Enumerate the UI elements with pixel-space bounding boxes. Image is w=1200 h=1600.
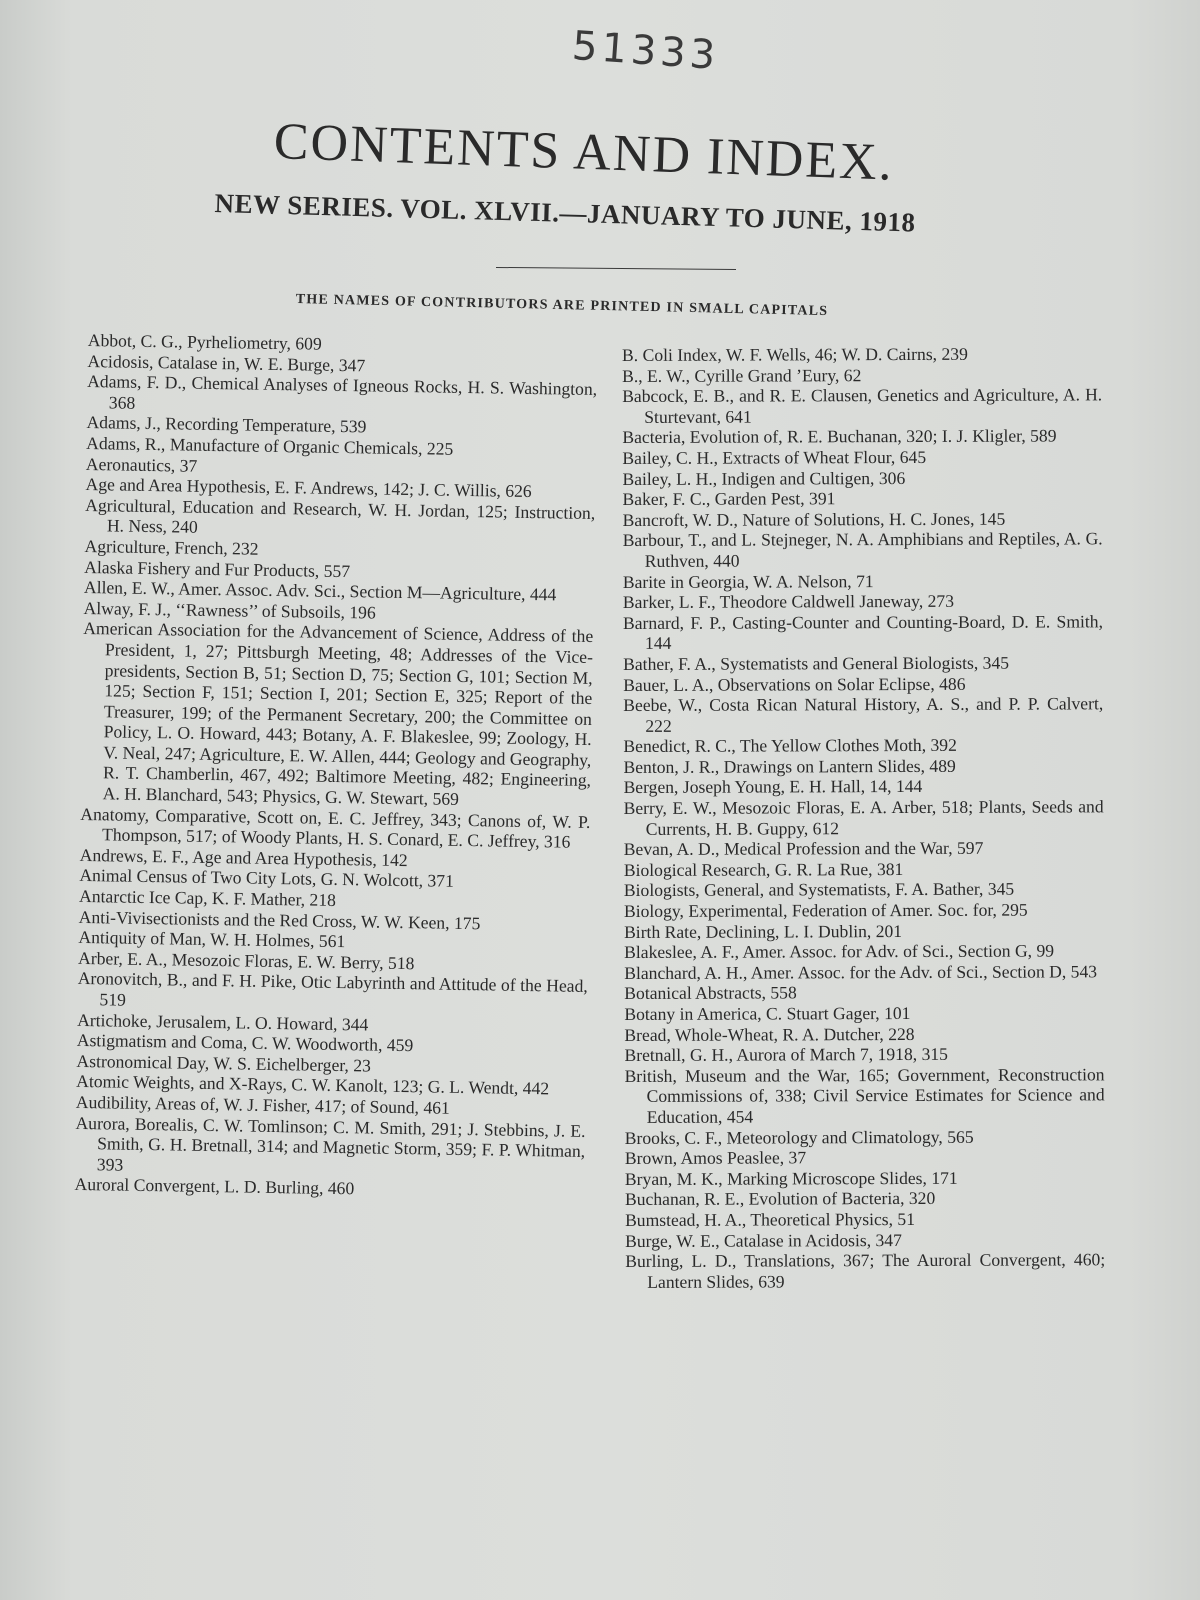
index-entry: Blanchard, A. H., Amer. Assoc. for the Adv. of Sci., Section D, 543 (624, 961, 1098, 983)
index-entry: Agriculture, French, 232 (84, 535, 259, 559)
index-entry: Antiquity of Man, W. H. Holmes, 561 (78, 927, 346, 952)
contributors-note: THE NAMES OF CONTRIBUTORS ARE PRINTED IN SMALL CAPITALS (295, 292, 829, 320)
index-entry: Andrews, E. F., Age and Area Hypothesis, 142 (79, 844, 408, 870)
index-entry: Abbot, C. G., Pyrheliometry, 609 (87, 330, 322, 354)
index-entry: Burling, L. D., Translations, 367; The Auroral Convergent, 460; Lantern Slides, 639 (625, 1249, 1106, 1292)
index-entry: Brown, Amos Peaslee, 37 (624, 1147, 807, 1169)
index-entry: Agricultural, Education and Research, W. H. Jordan, 125; Instruction, H. Ness, 240 (85, 494, 596, 538)
index-column-left (74, 330, 598, 1203)
index-entry: Botany in America, C. Stuart Gager, 101 (624, 1002, 911, 1024)
index-entry: Bryan, M. K., Marking Microscope Slides, 171 (624, 1167, 958, 1189)
index-entry: Buchanan, R. E., Evolution of Bacteria, 320 (624, 1188, 936, 1210)
index-entry: Aronovitch, B., and F. H. Pike, Otic Labyrinth and Attitude of the Head, 519 (77, 968, 588, 1010)
index-entry: Biologists, General, and Systematists, F. A. Bather, 345 (623, 879, 1015, 901)
index-entry: Benedict, R. C., The Yellow Clothes Moth, 392 (623, 735, 957, 757)
index-entry: Atomic Weights, and X-Rays, C. W. Kanolt, 123; G. L. Wendt, 442 (76, 1071, 550, 1099)
index-entry: Birth Rate, Declining, L. I. Dublin, 201 (624, 920, 903, 942)
index-entry: Babcock, E. B., and R. E. Clausen, Genetics and Agriculture, A. H. Sturtevant, 641 (622, 384, 1103, 427)
index-entry: Bretnall, G. H., Aurora of March 7, 1918, 315 (624, 1044, 948, 1066)
title-divider (496, 267, 736, 270)
index-entry: B. Coli Index, W. F. Wells, 46; W. D. Cairns, 239 (622, 343, 968, 365)
index-entry: Allen, E. W., Amer. Assoc. Adv. Sci., Section M—Agriculture, 444 (83, 577, 557, 605)
index-entry: Adams, J., Recording Temperature, 539 (86, 412, 367, 437)
index-entry: Anatomy, Comparative, Scott on, E. C. Jeffrey, 343; Canons of, W. P. Thompson, 517; of Woody Plants, H. S. Conard, E. C. Jeffrey, 316 (80, 803, 591, 852)
index-entry: Adams, R., Manufacture of Organic Chemicals, 225 (86, 432, 454, 459)
index-entry: Astronomical Day, W. S. Eichelberger, 23 (76, 1050, 372, 1076)
index-entry: Blakeslee, A. F., Amer. Assoc. for Adv. of Sci., Section G, 99 (624, 940, 1055, 963)
index-entry: B., E. W., Cyrille Grand ’Eury, 62 (622, 364, 862, 386)
index-entry: Aeronautics, 37 (85, 453, 198, 476)
index-entry: Beebe, W., Costa Rican Natural History, A. S., and P. P. Calvert, 222 (623, 693, 1104, 736)
index-entry: Bergen, Joseph Young, E. H. Hall, 14, 144 (623, 776, 923, 798)
index-entry: Benton, J. R., Drawings on Lantern Slides, 489 (623, 755, 956, 777)
page-title: CONTENTS AND INDEX. (272, 112, 895, 192)
index-entry: Botanical Abstracts, 558 (624, 982, 797, 1004)
volume-subtitle: NEW SERIES. VOL. XLVII.—JANUARY TO JUNE, 1918 (214, 188, 916, 238)
index-entry: Biology, Experimental, Federation of Amer. Soc. for, 295 (623, 899, 1028, 922)
index-entry: Artichoke, Jerusalem, L. O. Howard, 344 (77, 1009, 369, 1035)
index-entry: Bailey, C. H., Extracts of Wheat Flour, 645 (622, 446, 927, 468)
index-entry: Age and Area Hypothesis, E. F. Andrews, 142; J. C. Willis, 626 (85, 474, 532, 502)
index-entry: American Association for the Advancement of Science, Address of the President, 1, 27; Pittsburgh Meeting, 48; Addresses of the Vice-presidents, Section B, 51; Section D, 75; Section G, 101; Section M, 125; Section F, 151; Section I, 201; Section E, 325; Report of the Treasurer, 199; of the Permanent Secretary, 200; the Committee on Policy, L. O. Howard, 443; Botany, A. F. Blakeslee, 99; Zoology, H. V. Neal, 247; Agriculture, E. W. Allen, 444; Geology and Geography, R. T. Chamberlin, 467, 492; Baltimore Meeting, 482; Engineering, A. H. Blanchard, 543; Physics, G. W. Stewart, 569 (83, 618, 594, 809)
index-entry: Alway, F. J., ‘‘Rawness’’ of Subsoils, 196 (83, 597, 376, 623)
index-entry: Bauer, L. A., Observations on Solar Eclipse, 486 (623, 673, 966, 695)
index-entry: Anti-Vivisectionists and the Red Cross, W. W. Keen, 175 (78, 906, 481, 933)
index-entry: Bacteria, Evolution of, R. E. Buchanan, 320; I. J. Kligler, 589 (622, 425, 1057, 448)
handwritten-number: 51333 (570, 22, 721, 80)
index-entry: Barbour, T., and L. Stejneger, N. A. Amphibians and Reptiles, A. G. Ruthven, 440 (622, 528, 1103, 571)
index-entry: British, Museum and the War, 165; Government, Reconstruction Commissions of, 338; Civil Service Estimates for Science and Education, 454 (624, 1064, 1105, 1127)
index-entry: Bumstead, H. A., Theoretical Physics, 51 (625, 1208, 916, 1230)
index-entry: Auroral Convergent, L. D. Burling, 460 (74, 1174, 355, 1199)
index-entry: Bailey, L. H., Indigen and Cultigen, 306 (622, 467, 906, 489)
index-entry: Audibility, Areas of, W. J. Fisher, 417; of Sound, 461 (75, 1091, 450, 1118)
index-entry: Astigmatism and Coma, C. W. Woodworth, 459 (76, 1030, 414, 1056)
index-entry: Baker, F. C., Garden Pest, 391 (622, 488, 836, 510)
index-entry: Barnard, F. P., Casting-Counter and Counting-Board, D. E. Smith, 144 (622, 611, 1104, 654)
index-entry: Barite in Georgia, W. A. Nelson, 71 (622, 570, 874, 592)
index-entry: Bancroft, W. D., Nature of Solutions, H. C. Jones, 145 (622, 508, 1006, 530)
index-entry: Alaska Fishery and Fur Products, 557 (84, 556, 351, 581)
index-entry: Bather, F. A., Systematists and General Biologists, 345 (623, 652, 1010, 674)
index-entry: Biological Research, G. R. La Rue, 381 (623, 858, 904, 880)
index-entry: Aurora, Borealis, C. W. Tomlinson; C. M. Smith, 291; J. Stebbins, J. E. Smith, G. H. Bretnall, 314; and Magnetic Storm, 359; F. P. Whitman, 393 (75, 1112, 586, 1175)
index-entry: Arber, E. A., Mesozoic Floras, E. W. Berry, 518 (77, 947, 415, 974)
index-column-right (622, 343, 1105, 1292)
index-entry: Burge, W. E., Catalase in Acidosis, 347 (625, 1229, 902, 1251)
index-entry: Brooks, C. F., Meteorology and Climatology, 565 (624, 1126, 974, 1148)
index-entry: Bevan, A. D., Medical Profession and the War, 597 (623, 837, 984, 860)
index-entry: Bread, Whole-Wheat, R. A. Dutcher, 228 (624, 1023, 915, 1045)
index-entry: Barker, L. F., Theodore Caldwell Janeway, 273 (622, 590, 955, 613)
index-entry: Acidosis, Catalase in, W. E. Burge, 347 (87, 350, 366, 375)
index-entry: Berry, E. W., Mesozoic Floras, E. A. Arber, 518; Plants, Seeds and Currents, H. B. Guppy, 612 (623, 796, 1104, 839)
index-entry: Animal Census of Two City Lots, G. N. Wolcott, 371 (79, 865, 455, 892)
index-entry: Antarctic Ice Cap, K. F. Mather, 218 (78, 885, 337, 910)
index-entry: Adams, F. D., Chemical Analyses of Igneous Rocks, H. S. Washington, 368 (87, 371, 598, 413)
